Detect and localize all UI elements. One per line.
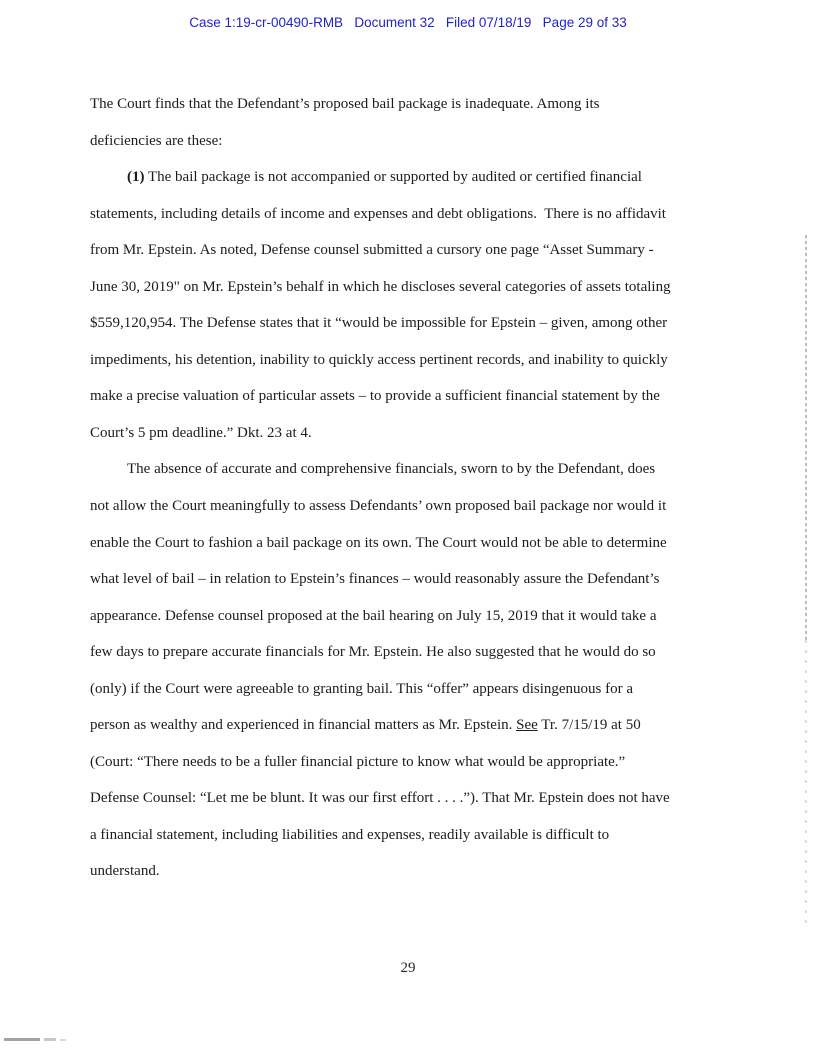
page-number: 29 bbox=[400, 960, 416, 976]
text-line bbox=[90, 196, 738, 233]
text-line bbox=[90, 780, 738, 817]
text-line bbox=[90, 232, 738, 269]
text-segment: (Court: “There needs to be a fuller financial picture to know what would be appropriate.” bbox=[90, 753, 626, 770]
text-segment: Defense Counsel: “Let me be blunt. It was our first effort . . . .”). That Mr. Epstein does not have bbox=[90, 790, 670, 807]
text-segment: a financial statement, including liabilities and expenses, readily available is difficult to bbox=[90, 826, 610, 843]
text-segment: understand. bbox=[90, 863, 160, 880]
scan-artifact-right-edge-upper bbox=[805, 235, 807, 640]
text-segment: The bail package is not accompanied or supported by audited or certified financial bbox=[144, 169, 642, 186]
text-line bbox=[90, 86, 738, 123]
case-stamp-header: Case 1:19-cr-00490-RMB Document 32 Filed 07/18/19 Page 29 of 33 bbox=[189, 15, 627, 30]
text-line bbox=[90, 561, 738, 598]
text-line bbox=[90, 598, 738, 635]
text-segment: person as wealthy and experienced in financial matters as Mr. Epstein. bbox=[90, 717, 517, 734]
text-line bbox=[90, 634, 738, 671]
text-segment: Court’s 5 pm deadline.” Dkt. 23 at 4. bbox=[90, 424, 312, 441]
text-segment: appearance. Defense counsel proposed at the bail hearing on July 15, 2019 that it would take a bbox=[90, 607, 657, 624]
scan-artifact-bottom-left bbox=[4, 1038, 40, 1041]
text-segment: statements, including details of income and expenses and debt obligations. There is no affidavit bbox=[90, 205, 666, 222]
text-segment: few days to prepare accurate financials for Mr. Epstein. He also suggested that he would do so bbox=[90, 644, 656, 661]
text-segment: The absence of accurate and comprehensive financials, sworn to by the Defendant, does bbox=[127, 461, 656, 478]
text-line bbox=[90, 744, 738, 781]
text-segment: from Mr. Epstein. As noted, Defense counsel submitted a cursory one page “Asset Summary - bbox=[90, 242, 654, 259]
text-line bbox=[90, 817, 738, 854]
text-line bbox=[90, 269, 738, 306]
text-line bbox=[90, 451, 738, 488]
text-line bbox=[90, 415, 738, 452]
text-segment: make a precise valuation of particular assets – to provide a sufficient financial statement by the bbox=[90, 388, 660, 405]
text-line bbox=[90, 525, 738, 562]
text-line bbox=[90, 488, 738, 525]
text-segment: what level of bail – in relation to Epstein’s finances – would reasonably assure the Defendant’s bbox=[90, 571, 660, 588]
text-segment: June 30, 2019" on Mr. Epstein’s behalf in which he discloses several categories of assets totaling bbox=[90, 278, 671, 295]
text-line bbox=[90, 342, 738, 379]
text-segment: deficiencies are these: bbox=[90, 132, 223, 149]
text-line bbox=[90, 305, 738, 342]
citation-see: See bbox=[516, 717, 538, 734]
text-segment: $559,120,954. The Defense states that it “would be impossible for Epstein – given, among other bbox=[90, 315, 668, 332]
text-line bbox=[90, 671, 738, 708]
text-line bbox=[90, 123, 738, 160]
text-line bbox=[90, 707, 738, 744]
scan-artifact-bottom-left-3 bbox=[60, 1039, 66, 1041]
text-segment: impediments, his detention, inability to quickly access pertinent records, and inability to quickly bbox=[90, 351, 668, 368]
list-item-marker: (1) bbox=[127, 169, 145, 186]
text-line bbox=[90, 159, 738, 196]
text-segment: not allow the Court meaningfully to assess Defendants’ own proposed bail package nor would it bbox=[90, 498, 667, 515]
text-line bbox=[90, 853, 738, 890]
text-segment: (only) if the Court were agreeable to granting bail. This “offer” appears disingenuous for a bbox=[90, 680, 634, 697]
scan-artifact-right-edge-lower bbox=[805, 640, 807, 930]
text-segment: The Court finds that the Defendant’s proposed bail package is inadequate. Among its bbox=[90, 96, 600, 112]
text-line bbox=[90, 378, 738, 415]
text-segment: Tr. 7/15/19 at 50 bbox=[537, 717, 641, 734]
scan-artifact-bottom-left-2 bbox=[44, 1038, 56, 1041]
text-segment: enable the Court to fashion a bail package on its own. The Court would not be able to determine bbox=[90, 534, 667, 551]
document-body bbox=[90, 86, 738, 890]
